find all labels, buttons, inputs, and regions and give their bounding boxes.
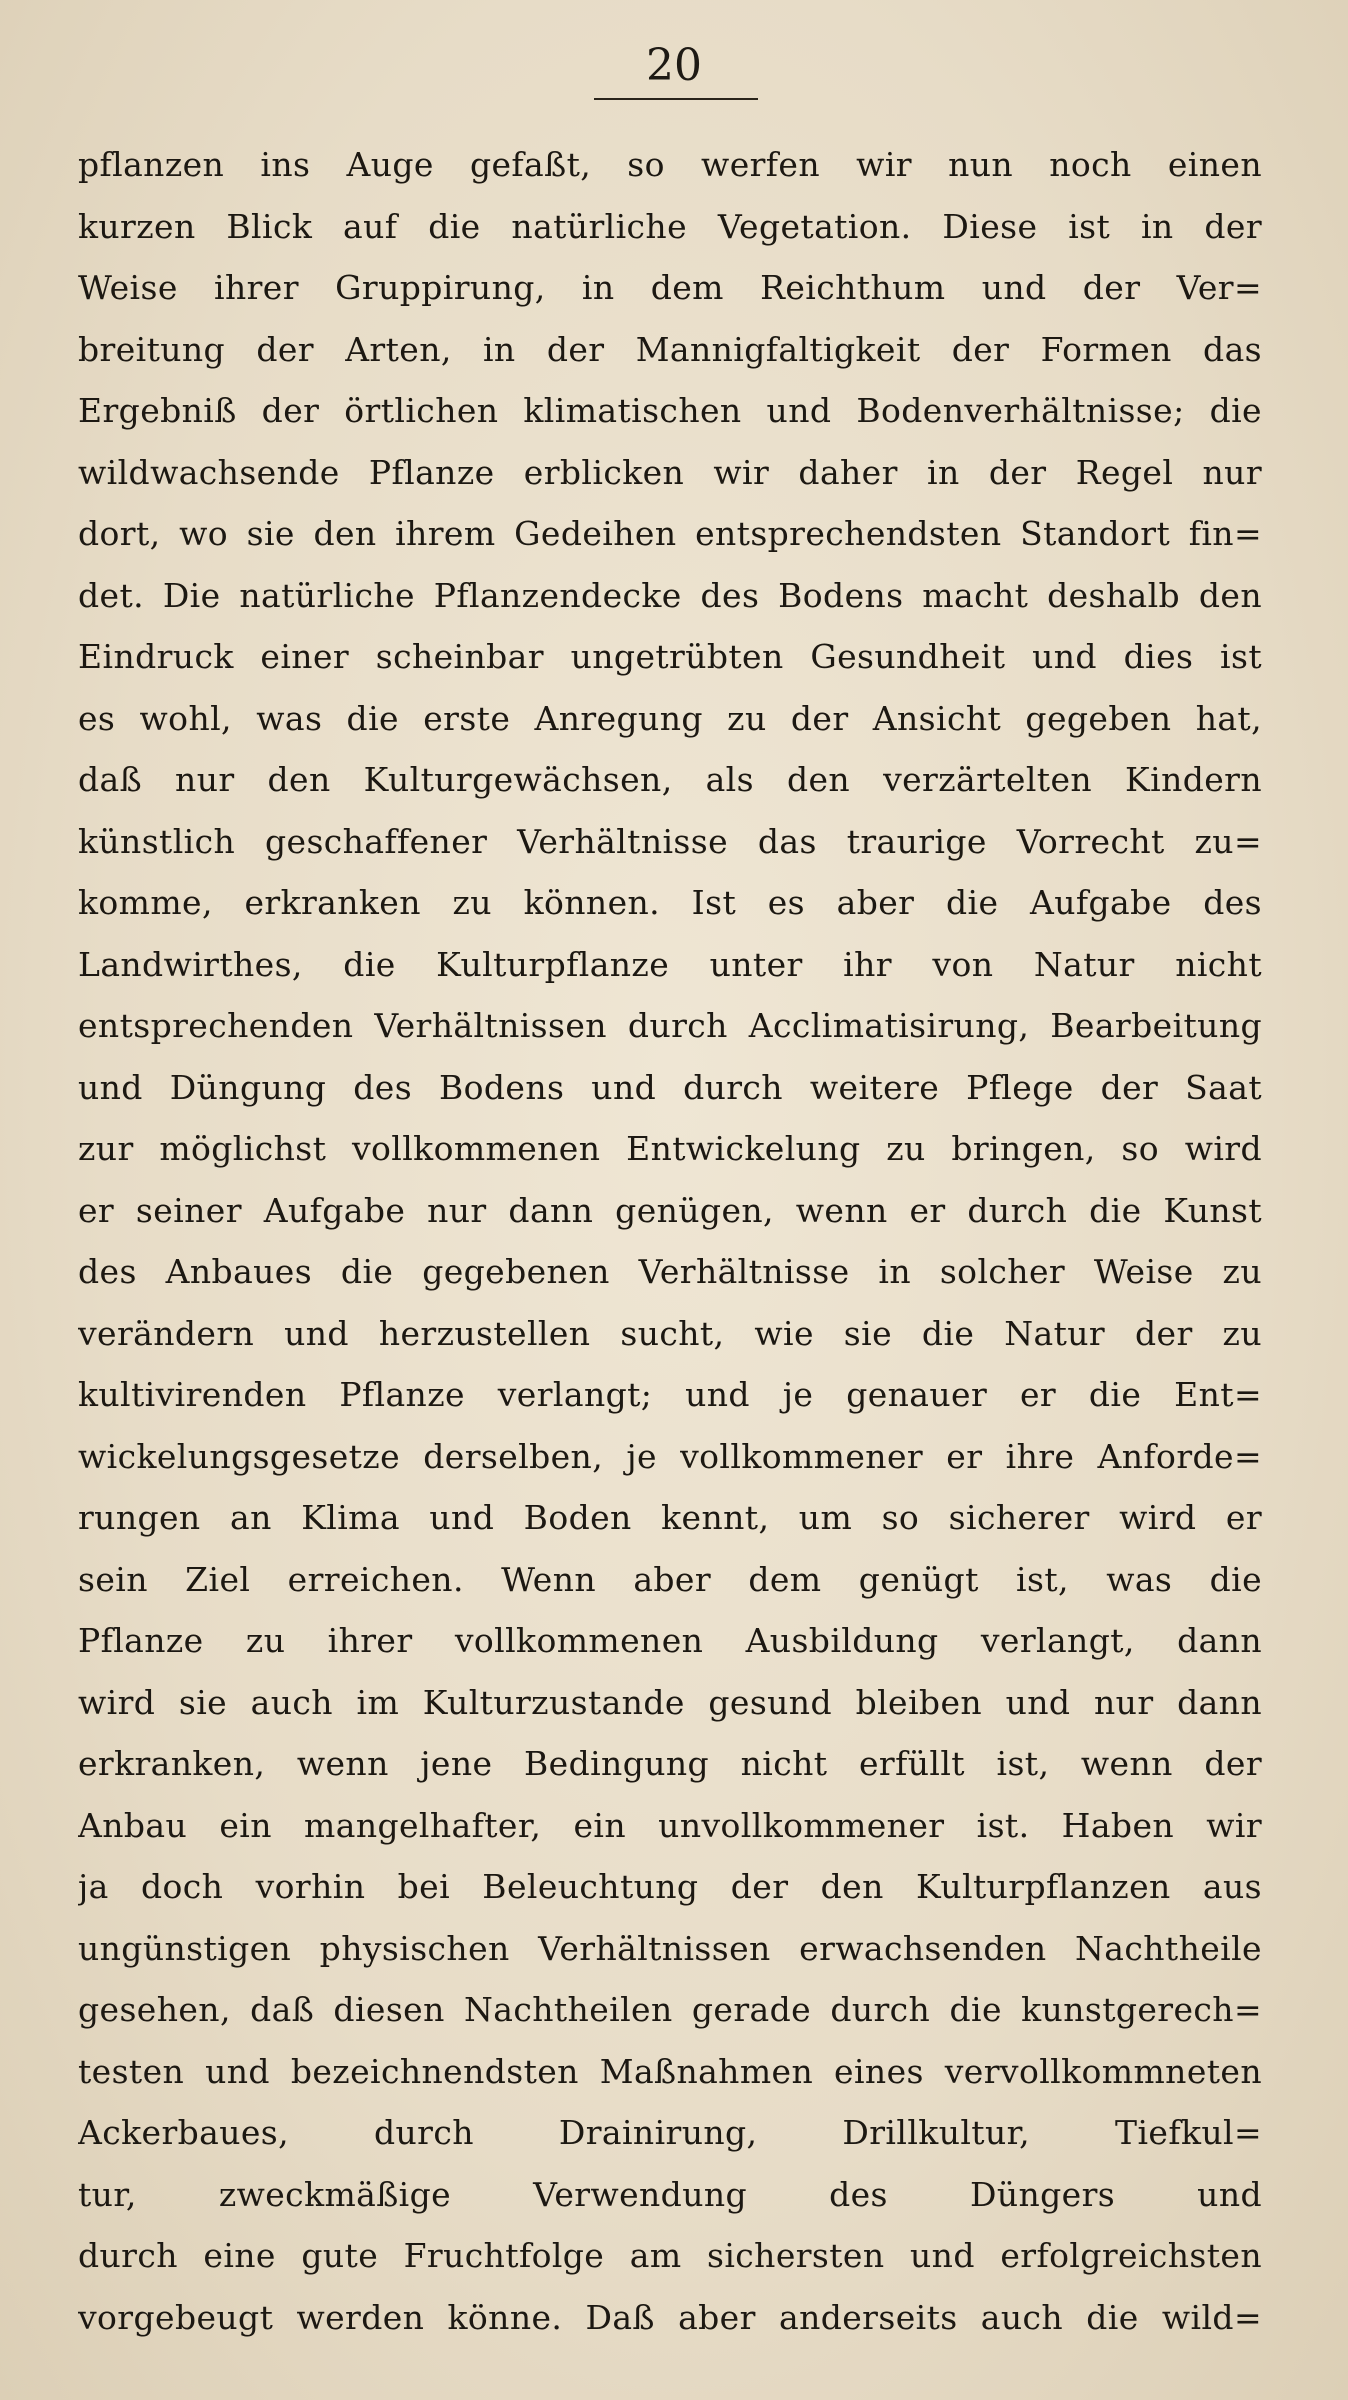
text-line: Ackerbaues, durch Drainirung, Drillkultur, Tiefkul= (78, 2113, 1262, 2152)
text-line: entsprechenden Verhältnissen durch Acclimatisirung, Bearbeitung (78, 1006, 1262, 1045)
text-line: kultivirenden Pflanze verlangt; und je genauer er die Ent= (78, 1375, 1262, 1414)
text-line: kurzen Blick auf die natürliche Vegetation. Diese ist in der (78, 206, 1262, 246)
text-line: zur möglichst vollkommenen Entwickelung zu bringen, so wird (78, 1129, 1262, 1168)
text-line: testen und bezeichnendsten Maßnahmen eines vervollkommneten (78, 2051, 1262, 2091)
text-line: gesehen, daß diesen Nachtheilen gerade durch die kunstgerech= (78, 1990, 1262, 2029)
text-line: des Anbaues die gegebenen Verhältnisse in solcher Weise zu (78, 1252, 1262, 1291)
text-line: sein Ziel erreichen. Wenn aber dem genügt ist, was die (78, 1559, 1262, 1599)
text-line: dort, wo sie den ihrem Gedeihen entsprechendsten Standort fin= (78, 514, 1262, 553)
text-line: rungen an Klima und Boden kennt, um so sicherer wird er (78, 1498, 1262, 1537)
text-line: Pflanze zu ihrer vollkommenen Ausbildung verlangt, dann (78, 1621, 1262, 1660)
text-line: ungünstigen physischen Verhältnissen erwachsenden Nachtheile (78, 1928, 1262, 1968)
text-line: wird sie auch im Kulturzustande gesund bleiben und nur dann (78, 1682, 1262, 1722)
text-line: künstlich geschaffener Verhältnisse das traurige Vorrecht zu= (78, 821, 1262, 861)
text-line: Eindruck einer scheinbar ungetrübten Gesundheit und dies ist (78, 637, 1262, 676)
text-line: durch eine gute Fruchtfolge am sichersten und erfolgreichsten (78, 2236, 1262, 2275)
text-line: daß nur den Kulturgewächsen, als den verzärtelten Kindern (78, 760, 1262, 799)
text-line: Weise ihrer Gruppirung, in dem Reichthum und der Ver= (78, 268, 1262, 307)
page-number: 20 (646, 40, 702, 91)
text-line: verändern und herzustellen sucht, wie sie die Natur der zu (78, 1313, 1262, 1353)
text-line: ja doch vorhin bei Beleuchtung der den Kulturpflanzen aus (78, 1867, 1262, 1906)
text-line: det. Die natürliche Pflanzendecke des Bodens macht deshalb den (78, 575, 1262, 615)
text-line: breitung der Arten, in der Mannigfaltigkeit der Formen das (78, 329, 1262, 369)
text-line: vorgebeugt werden könne. Daß aber anderseits auch die wild= (78, 2297, 1262, 2337)
text-line: erkranken, wenn jene Bedingung nicht erfüllt ist, wenn der (78, 1744, 1262, 1783)
text-line: komme, erkranken zu können. Ist es aber die Aufgabe des (78, 883, 1262, 922)
text-line: Landwirthes, die Kulturpflanze unter ihr von Natur nicht (78, 944, 1262, 984)
text-line: er seiner Aufgabe nur dann genügen, wenn er durch die Kunst (78, 1190, 1262, 1230)
text-line: und Düngung des Bodens und durch weitere Pflege der Saat (78, 1067, 1262, 1107)
text-line: pflanzen ins Auge gefaßt, so werfen wir nun noch einen (78, 145, 1262, 184)
text-line: wickelungsgesetze derselben, je vollkommener er ihre Anforde= (78, 1436, 1262, 1476)
header-rule (594, 98, 758, 100)
text-line: wildwachsende Pflanze erblicken wir daher in der Regel nur (78, 452, 1262, 492)
body-text (78, 134, 1262, 2348)
text-line: es wohl, was die erste Anregung zu der Ansicht gegeben hat, (78, 698, 1262, 738)
text-line: tur, zweckmäßige Verwendung des Düngers und (78, 2174, 1262, 2214)
text-line: Anbau ein mangelhafter, ein unvollkommener ist. Haben wir (78, 1805, 1262, 1845)
text-line: Ergebniß der örtlichen klimatischen und Bodenverhältnisse; die (78, 391, 1262, 430)
